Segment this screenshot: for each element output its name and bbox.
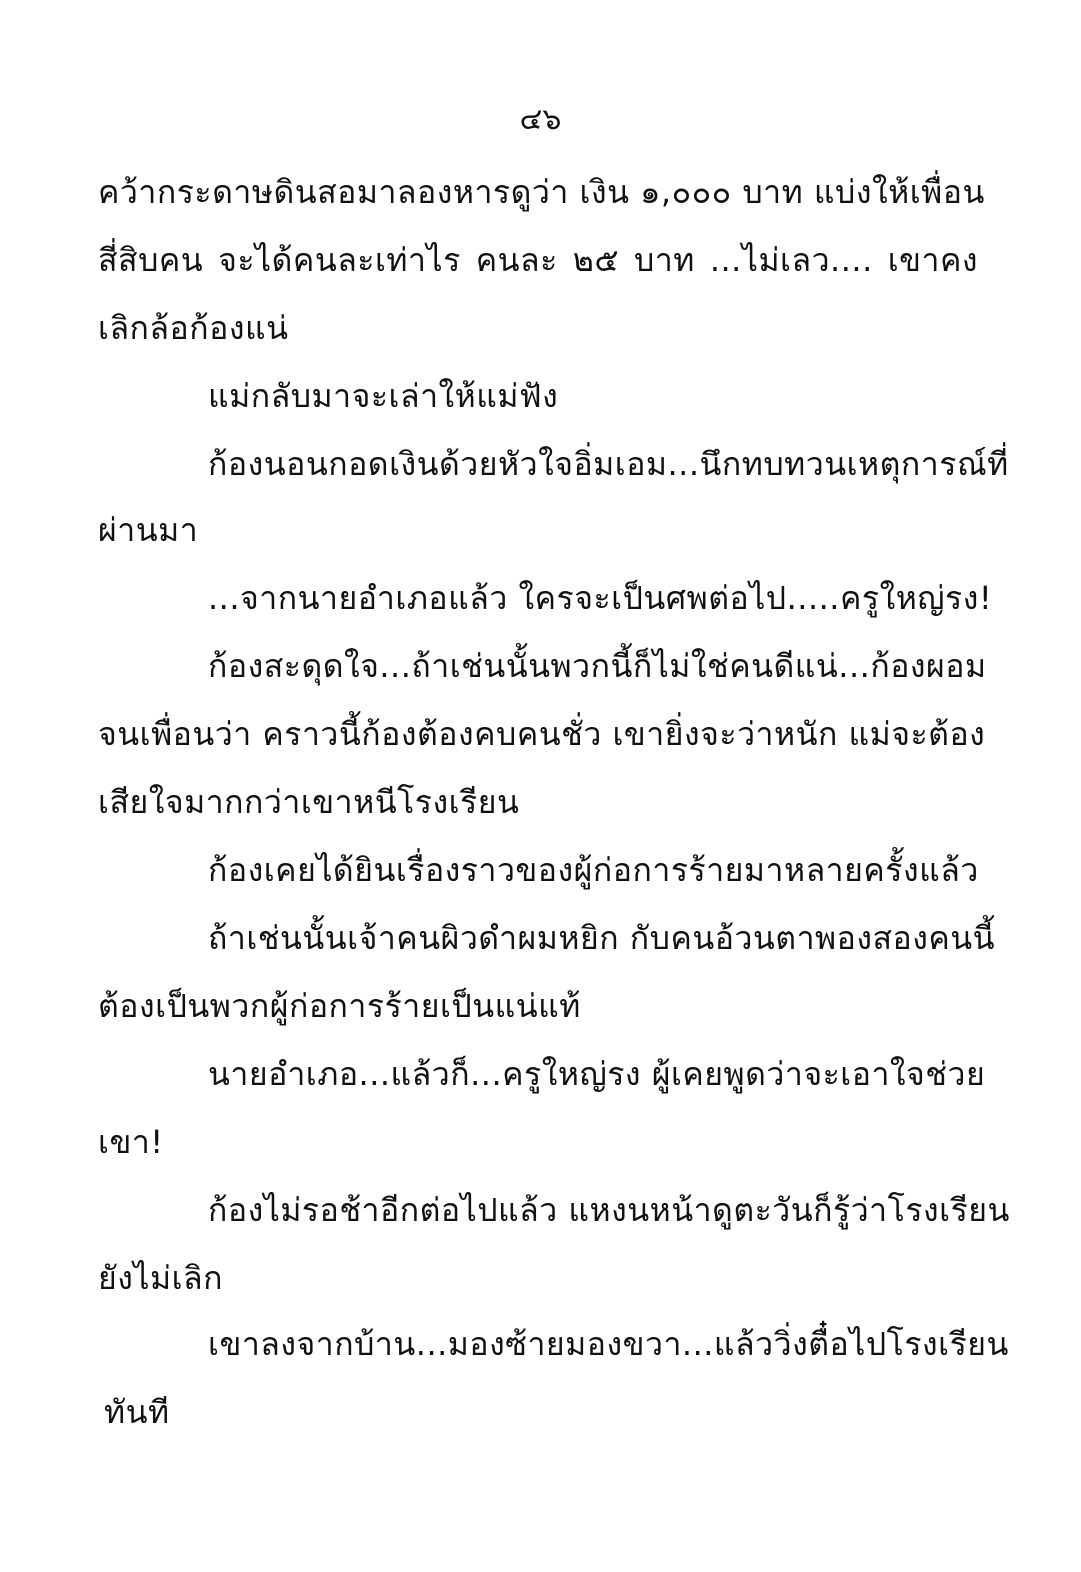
text-line: ยังไม่เลิก (98, 1259, 223, 1297)
text-line: แม่กลับมาจะเล่าให้แม่ฟัง (208, 377, 559, 415)
text-line: นายอำเภอ...แล้วก็...ครูใหญ่รง ผู้เคยพูดว่าจะเอาใจช่วย (208, 1055, 986, 1093)
text-line: ก้องเคยได้ยินเรื่องราวของผู้ก่อการร้ายมาหลายครั้งแล้ว (208, 851, 979, 889)
text-line: ก้องสะดุดใจ...ถ้าเช่นนั้นพวกนี้ก็ไม่ใช่คนดีแน่...ก้องผอม (208, 647, 987, 685)
text-line: ...จากนายอำเภอแล้ว ใครจะเป็นศพต่อไป.....ครูใหญ่รง! (208, 579, 993, 617)
text-line: เขา! (98, 1123, 164, 1161)
text-line: ก้องนอนกอดเงินด้วยหัวใจอิ่มเอม...นึกทบทวนเหตุการณ์ที่ (208, 445, 1009, 483)
text-line: เลิกล้อก้องแน่ (98, 309, 289, 347)
text-line: ต้องเป็นพวกผู้ก่อการร้ายเป็นแน่แท้ (98, 987, 581, 1025)
text-line: เขาลงจากบ้าน...มองซ้ายมองขวา...แล้ววิ่งตื๋อไปโรงเรียน (208, 1325, 1009, 1363)
page-number: ๔๖ (519, 102, 562, 137)
text-line: ทันที (104, 1393, 170, 1431)
text-line: ผ่านมา (98, 511, 199, 549)
text-line: ถ้าเช่นนั้นเจ้าคนผิวดำผมหยิก กับคนอ้วนตาพองสองคนนี้ (208, 919, 996, 957)
text-line: สี่สิบคน จะได้คนละเท่าไร คนละ ๒๕ บาท ...ไม่เลว.... เขาคง (98, 241, 978, 279)
text-line: ก้องไม่รอช้าอีกต่อไปแล้ว แหงนหน้าดูตะวันก็รู้ว่าโรงเรียน (208, 1191, 1010, 1229)
text-line: เสียใจมากกว่าเขาหนีโรงเรียน (98, 783, 520, 821)
text-line: คว้ากระดาษดินสอมาลองหารดูว่า เงิน ๑,๐๐๐ บาท แบ่งให้เพื่อน (98, 173, 985, 211)
text-line: จนเพื่อนว่า คราวนี้ก้องต้องคบคนชั่ว เขายิ่งจะว่าหนัก แม่จะต้อง (98, 715, 986, 753)
